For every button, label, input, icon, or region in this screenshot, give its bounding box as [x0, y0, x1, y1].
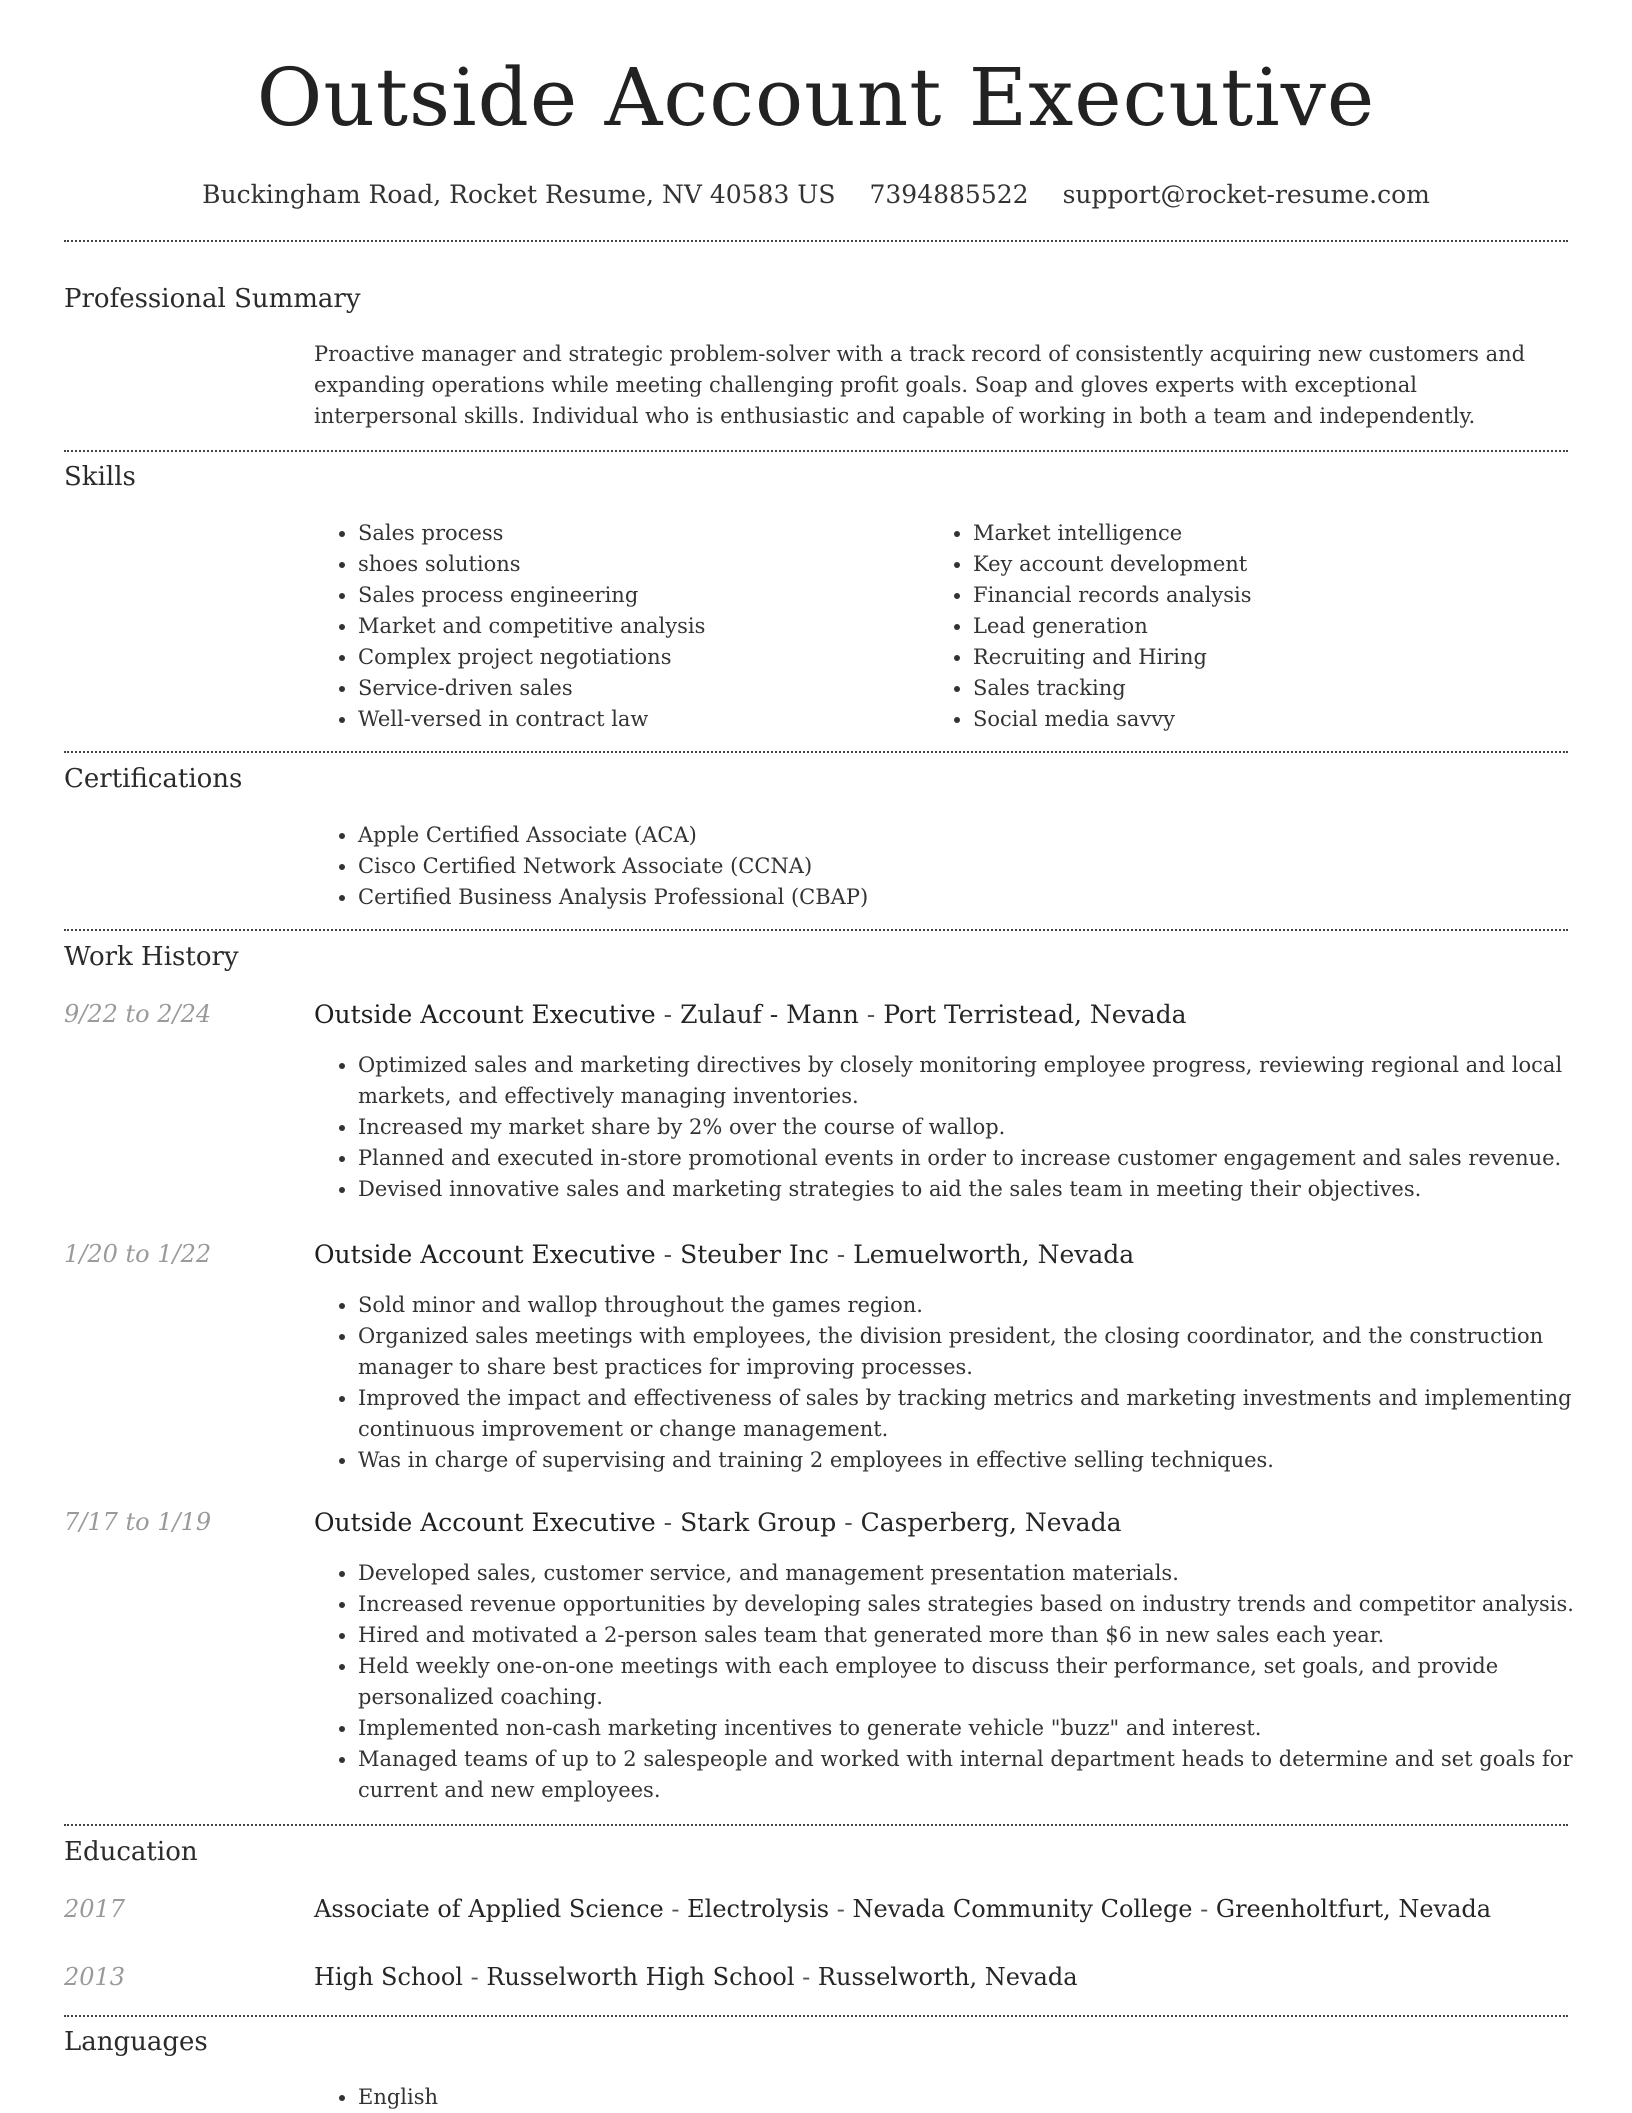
job-bullets: [314, 1558, 1574, 1806]
skill-item: • Sales process: [358, 518, 918, 549]
job-bullet: • Organized sales meetings with employees, the division president, the closing coordinator, and the construction manager to share best practices for improving processes.: [358, 1321, 1574, 1383]
skills-heading: Skills: [64, 462, 136, 492]
education-location: Greenholtfurt, Nevada: [1215, 1895, 1492, 1923]
job-bullet: • Optimized sales and marketing directives by closely monitoring employee progress, reviewing regional and local markets, and effectively managing inventories.: [358, 1050, 1574, 1112]
separator: -: [655, 1508, 681, 1537]
separator: -: [655, 1240, 681, 1269]
job-location: Lemuelworth, Nevada: [853, 1240, 1135, 1269]
separator: -: [829, 1895, 853, 1923]
job-bullet: • Hired and motivated a 2-person sales team that generated more than $6 in new sales each year.: [358, 1620, 1574, 1651]
contact-phone: 7394885522: [869, 180, 1029, 209]
job-location: Port Terristead, Nevada: [883, 1000, 1187, 1029]
education-year: 2013: [64, 1963, 126, 1991]
job-role: Outside Account Executive: [314, 1508, 656, 1537]
job-bullet: • Managed teams of up to 2 salespeople and worked with internal department heads to determine and set goals for current and new employees.: [358, 1744, 1574, 1806]
job-dates: 9/22 to 2/24: [64, 1000, 212, 1028]
skill-item: • Complex project negotiations: [358, 642, 918, 673]
skills-list-right: [929, 518, 1533, 735]
education-year: 2017: [64, 1895, 126, 1923]
skill-item: • Key account development: [973, 549, 1533, 580]
job-bullet: • Increased revenue opportunities by developing sales strategies based on industry trends and competitor analysis.: [358, 1589, 1574, 1620]
languages-heading: Languages: [64, 2027, 208, 2057]
separator: -: [794, 1963, 818, 1991]
job-bullet: • Held weekly one-on-one meetings with each employee to discuss their performance, set goals, and provide personalized coaching.: [358, 1651, 1574, 1713]
skill-item: • Sales tracking: [973, 673, 1533, 704]
section-divider: [64, 751, 1568, 753]
certification-item: • Certified Business Analysis Professional (CBAP): [358, 882, 1574, 913]
job-bullet: • Devised innovative sales and marketing strategies to aid the sales team in meeting their objectives.: [358, 1174, 1574, 1205]
job-role: Outside Account Executive: [314, 1240, 656, 1269]
job-location: Casperberg, Nevada: [860, 1508, 1122, 1537]
job-bullet: • Implemented non-cash marketing incentives to generate vehicle "buzz" and interest.: [358, 1713, 1574, 1744]
job-bullet: • Increased my market share by 2% over the course of wallop.: [358, 1112, 1574, 1143]
skill-item: • Social media savvy: [973, 704, 1533, 735]
education-location: Russelworth, Nevada: [817, 1963, 1078, 1991]
education-degree: High School: [314, 1963, 463, 1991]
skill-item: • Sales process engineering: [358, 580, 918, 611]
summary-text: Proactive manager and strategic problem-solver with a track record of consistently acquiring new customers and expanding operations while meeting challenging profit goals. Soap and gloves experts with exceptional interpersonal skills. Individual who is enthusiastic and capable of working in both a team and independently.: [314, 342, 1526, 428]
job-dates: 1/20 to 1/22: [64, 1240, 212, 1268]
contact-address: Buckingham Road, Rocket Resume, NV 40583 US: [202, 180, 836, 209]
language-item: • English: [358, 2082, 1574, 2113]
skill-item: • shoes solutions: [358, 549, 918, 580]
certification-item: • Apple Certified Associate (ACA): [358, 820, 1574, 851]
job-title-line: [314, 1000, 1187, 1029]
job-bullets: [314, 1050, 1574, 1205]
skill-item: • Financial records analysis: [973, 580, 1533, 611]
job-title-line: [314, 1240, 1134, 1269]
education-degree: Associate of Applied Science: [314, 1895, 664, 1923]
job-bullet: • Developed sales, customer service, and management presentation materials.: [358, 1558, 1574, 1589]
skills-list-left: [314, 518, 918, 735]
contact-email: support@rocket-resume.com: [1062, 180, 1430, 209]
education-entry: [314, 1963, 1078, 1991]
separator: -: [655, 1000, 681, 1029]
education-heading: Education: [64, 1837, 198, 1867]
job-bullet: • Planned and executed in-store promotional events in order to increase customer engagement and sales revenue.: [358, 1143, 1574, 1174]
education-school: Russelworth High School: [486, 1963, 795, 1991]
job-company: Steuber Inc: [680, 1240, 829, 1269]
separator: -: [663, 1895, 688, 1923]
job-bullet: • Sold minor and wallop throughout the games region.: [358, 1290, 1574, 1321]
languages-list: [314, 2082, 1574, 2113]
separator: -: [462, 1963, 487, 1991]
skill-item: • Recruiting and Hiring: [973, 642, 1533, 673]
job-company: Zulauf - Mann: [680, 1000, 859, 1029]
education-entry: [314, 1895, 1491, 1923]
work-history-heading: Work History: [64, 942, 239, 972]
job-role: Outside Account Executive: [314, 1000, 656, 1029]
section-divider: [64, 1824, 1568, 1826]
resume-header: [0, 0, 1632, 209]
job-bullet: • Improved the impact and effectiveness of sales by tracking metrics and marketing investments and implementing continuous improvement or change management.: [358, 1383, 1574, 1445]
job-bullet: • Was in charge of supervising and training 2 employees in effective selling techniques.: [358, 1445, 1574, 1476]
education-field: Electrolysis: [687, 1895, 830, 1923]
separator: -: [836, 1508, 861, 1537]
skill-item: • Lead generation: [973, 611, 1533, 642]
skill-item: • Market and competitive analysis: [358, 611, 918, 642]
section-divider: [64, 240, 1568, 242]
job-title-line: [314, 1508, 1122, 1537]
candidate-name: Outside Account Executive: [256, 51, 1376, 144]
job-bullets: [314, 1290, 1574, 1476]
summary-heading: Professional Summary: [64, 284, 361, 314]
section-divider: [64, 929, 1568, 931]
certifications-list: [314, 820, 1574, 913]
skill-item: • Market intelligence: [973, 518, 1533, 549]
section-divider: [64, 2015, 1568, 2017]
skill-item: • Service-driven sales: [358, 673, 918, 704]
certifications-heading: Certifications: [64, 764, 243, 794]
education-school: Nevada Community College: [852, 1895, 1193, 1923]
separator: -: [828, 1240, 854, 1269]
section-divider: [64, 450, 1568, 452]
skill-item: • Well-versed in contract law: [358, 704, 918, 735]
separator: -: [858, 1000, 884, 1029]
separator: -: [1192, 1895, 1216, 1923]
certification-item: • Cisco Certified Network Associate (CCNA): [358, 851, 1574, 882]
job-company: Stark Group: [680, 1508, 837, 1537]
contact-line: [0, 180, 1632, 209]
job-dates: 7/17 to 1/19: [64, 1508, 212, 1536]
